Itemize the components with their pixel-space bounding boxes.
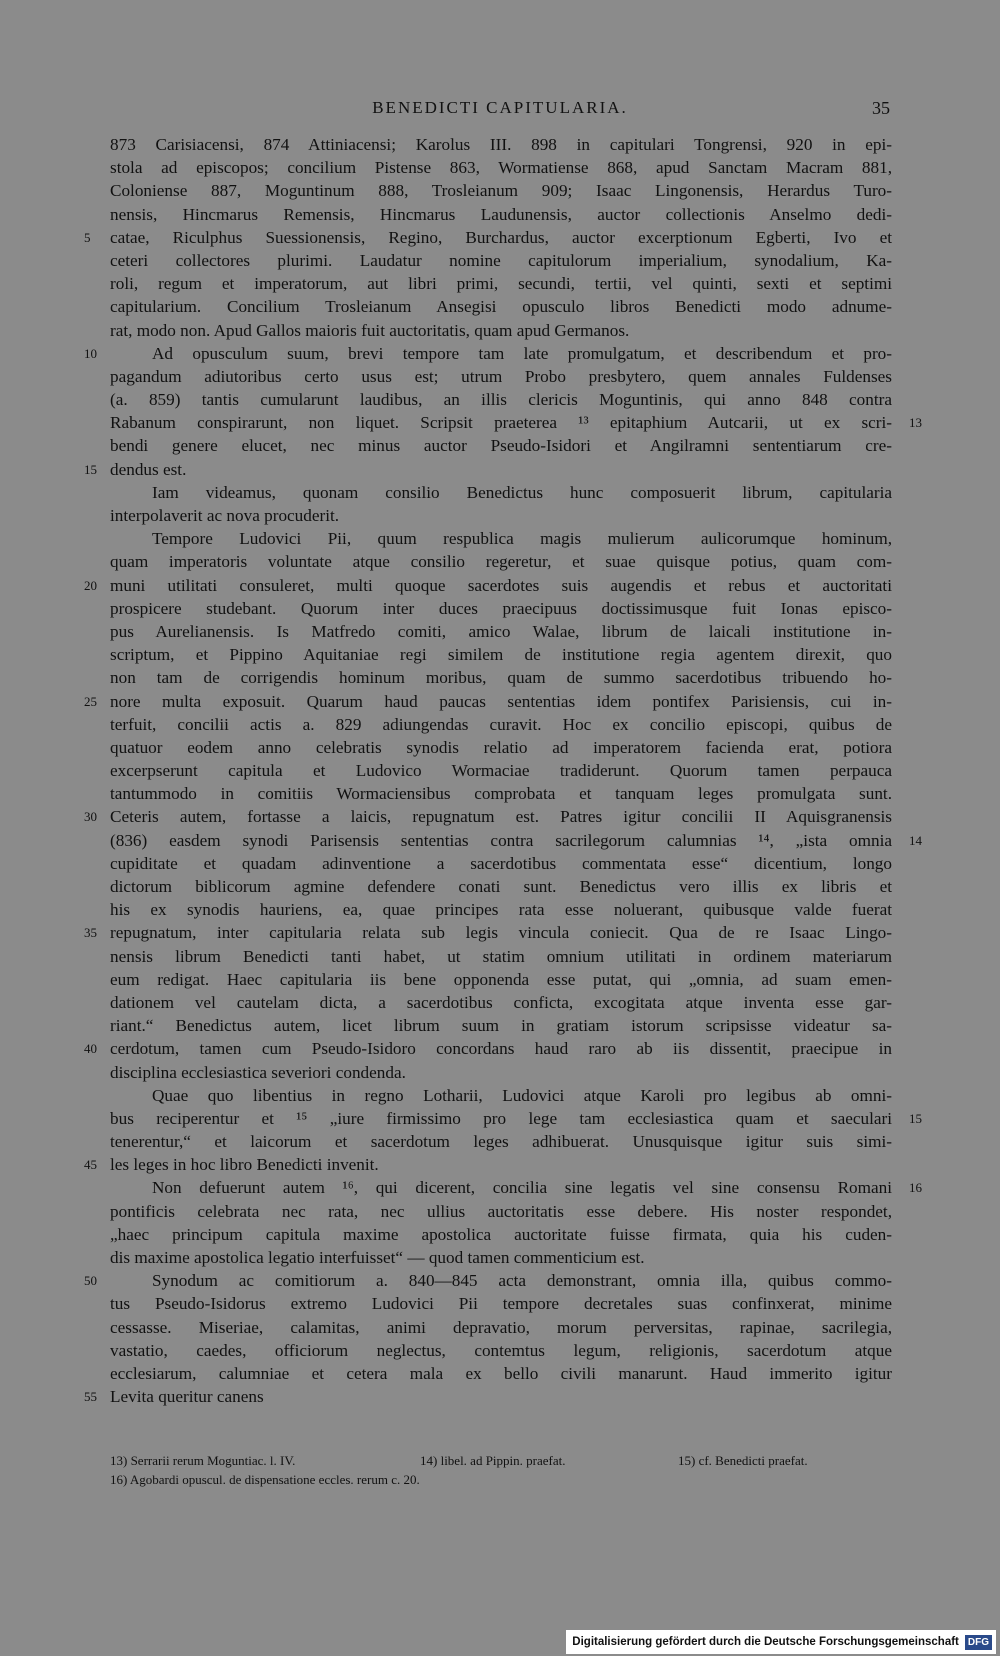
text-line-content: cessasse. Miseriae, calamitas, animi depravatio, morum perversitas, rapinae, sacrilegia,	[110, 1317, 892, 1337]
text-line-content: pus Aurelianensis. Is Matfredo comiti, amico Walae, librum de laicali institutione in-	[110, 621, 892, 641]
text-line-content: (836) easdem synodi Parisensis sententias contra sacrilegorum calumnias ¹⁴, „ista omnia	[110, 830, 892, 850]
text-line-content: Levita queritur canens	[110, 1387, 264, 1407]
text-line	[110, 1176, 922, 1199]
text-line	[110, 829, 922, 852]
text-line-content: Ceteris autem, fortasse a laicis, repugnatum est. Patres igitur concilii II Aquisgranensis	[110, 807, 892, 827]
text-line	[110, 133, 892, 156]
text-line	[110, 1061, 892, 1084]
text-line	[110, 1084, 892, 1107]
text-line-content: Synodum ac comitiorum a. 840—845 acta demonstrant, omnia illa, quibus commo-	[152, 1271, 892, 1291]
margin-note-number: 14	[909, 832, 922, 848]
text-line-content: Iam videamus, quonam consilio Benedictus hunc composuerit librum, capitularia	[152, 482, 892, 502]
text-line-content: Coloniense 887, Moguntinum 888, Trosleianum 909; Isaac Lingonensis, Herardus Turo-	[110, 181, 892, 201]
funding-text: Digitalisierung gefördert durch die Deutsche Forschungsgemeinschaft	[572, 1636, 959, 1648]
text-line	[110, 1223, 892, 1246]
text-line-content: (a. 859) tantis cumularunt laudibus, an illis clericis Moguntinis, qui anno 848 contra	[110, 390, 892, 410]
text-line	[110, 736, 892, 759]
text-line-content: tenerentur,“ et laicorum et sacerdotum leges adhibuerat. Unusquisque igitur suis simi-	[110, 1132, 892, 1152]
line-number: 10	[84, 345, 97, 361]
text-line	[84, 226, 892, 249]
text-line	[110, 666, 892, 689]
text-line	[84, 458, 892, 481]
text-line-content: pontificis celebrata nec rata, nec ullius auctoritatis esse debere. His noster respondet,	[110, 1201, 892, 1221]
text-line-content: Non defuerunt autem ¹⁶, qui dicerent, concilia sine legatis vel sine consensu Romani	[152, 1178, 892, 1198]
footnotes-row-1	[110, 1452, 892, 1470]
text-line	[110, 713, 892, 736]
footnote-13: 13) Serrarii rerum Moguntiac. l. IV.	[110, 1453, 296, 1468]
text-line-content: nensis, Hincmarus Remensis, Hincmarus Laudunensis, auctor collectionis Anselmo dedi-	[110, 204, 892, 224]
text-line-content: stola ad episcopos; concilium Pistense 863, Wormatiense 868, apud Sanctam Macram 881,	[110, 158, 892, 178]
text-line-content: roli, regum et imperatorum, aut libri primi, secundi, tertii, vel quinti, sexti et septimi	[110, 274, 892, 294]
text-line	[110, 852, 892, 875]
text-line	[110, 156, 892, 179]
line-number: 15	[84, 461, 97, 477]
text-line	[110, 388, 892, 411]
text-line-content: prospicere studebant. Quorum inter duces praecipuus doctissimusque fuit Ionas episco-	[110, 598, 892, 618]
text-line	[110, 620, 892, 643]
text-line-content: rat, modo non. Apud Gallos maioris fuit auctoritatis, quam apud Germanos.	[110, 320, 630, 340]
text-line	[110, 504, 892, 527]
text-line-content: bendi genere elucet, nec minus auctor Pseudo-Isidori et Angilramni sententiarum cre-	[110, 436, 892, 456]
text-line	[84, 1269, 892, 1292]
text-line	[110, 875, 892, 898]
text-line-content: Quae quo libentius in regno Lotharii, Ludovici atque Karoli pro legibus ab omni-	[152, 1085, 892, 1105]
text-line	[110, 481, 892, 504]
text-line	[110, 968, 892, 991]
text-line-content: tantummodo in comitiis Wormaciensibus comprobata et tanquam leges promulgata sunt.	[110, 784, 892, 804]
line-number: 30	[84, 809, 97, 825]
text-line	[110, 1362, 892, 1385]
text-line-content: his ex synodis hauriens, ea, quae principes rata esse noluerant, quibusque valde fuerat	[110, 900, 892, 920]
page-number: 35	[872, 98, 890, 118]
text-line-content: ceteri collectores plurimi. Laudatur nomine capitulorum imperialium, synodalium, Ka-	[110, 250, 892, 270]
text-line-content: „haec principum capitula maxime apostolica auctoritate fuisse firmata, quia his cuden-	[110, 1224, 892, 1244]
text-line	[110, 1200, 892, 1223]
line-number: 20	[84, 577, 97, 593]
text-line-content: excerpserunt capitula et Ludovico Wormaciae tradiderunt. Quorum tamen perpauca	[110, 761, 892, 781]
text-line-content: tus Pseudo-Isidorus extremo Ludovici Pii tempore decretales suas confinxerat, minime	[110, 1294, 892, 1314]
line-number: 55	[84, 1389, 97, 1405]
text-line-content: catae, Riculphus Suessionensis, Regino, Burchardus, auctor excerptionum Egberti, Ivo et	[110, 227, 892, 247]
text-line	[84, 1153, 892, 1176]
text-line-content: ecclesiarum, calumniae et cetera mala ex bello civili manarunt. Haud immerito igitur	[110, 1363, 892, 1383]
text-line-content: repugnatum, inter capitularia relata sub legis vincula coniecit. Qua de re Isaac Lingo-	[110, 923, 892, 943]
footnotes-row-2	[110, 1471, 892, 1489]
text-line	[110, 898, 892, 921]
text-line	[110, 411, 922, 434]
text-line-content: non tam de corrigendis hominum moribus, quam de summo sacerdotibus tribuendo ho-	[110, 668, 892, 688]
text-line	[110, 203, 892, 226]
text-line	[110, 1316, 892, 1339]
text-line-content: disciplina ecclesiastica severiori condenda.	[110, 1062, 406, 1082]
line-number: 35	[84, 925, 97, 941]
text-line-content: muni utilitati consuleret, multi quoque sacerdotes suis augendis et rebus et auctoritati	[110, 575, 892, 595]
text-line-content: quatuor eodem anno celebratis synodis relatio ad imperatorem facienda erat, potiora	[110, 737, 892, 757]
text-line	[84, 574, 892, 597]
margin-note-number: 16	[909, 1180, 922, 1196]
text-line	[110, 759, 892, 782]
text-line-content: nensis librum Benedicti tanti habet, ut statim omnium utilitati in ordinem materiarum	[110, 946, 892, 966]
text-line-content: bus reciperentur et ¹⁵ „iure firmissimo pro lege tam ecclesiastica quam et saeculari	[110, 1108, 892, 1128]
text-line-content: Tempore Ludovici Pii, quum respublica magis mulierum aulicorumque hominum,	[152, 529, 892, 549]
text-line	[84, 805, 892, 828]
text-line-content: cupiditate et quadam adinventione a sacerdotibus commentata esse“ dicentium, longo	[110, 853, 892, 873]
text-line-content: interpolaverit ac nova procuderit.	[110, 506, 340, 525]
text-line	[110, 527, 892, 550]
text-line-content: dis maxime apostolica legatio interfuisset“ — quod tamen commenticium est.	[110, 1248, 645, 1267]
text-line-content: scriptum, et Pippino Aquitaniae regi similem de institutione regia agentem direxit, quo	[110, 645, 892, 665]
page-header	[110, 98, 890, 122]
text-line	[110, 272, 892, 295]
text-line	[110, 1246, 892, 1269]
text-line-content: pagandum adiutoribus certo usus est; utrum Probo presbytero, quem annales Fuldenses	[110, 366, 892, 386]
text-line-content: cerdotum, tamen cum Pseudo-Isidoro concordans haud raro ab iis dissentit, praecipue in	[110, 1039, 892, 1059]
text-line	[110, 365, 892, 388]
text-line	[110, 179, 892, 202]
text-line-content: eum redigat. Haec capitularia iis bene opponenda esse putat, qui „omnia, ad suam emen-	[110, 969, 892, 989]
text-line	[84, 690, 892, 713]
text-line-content: 873 Carisiacensi, 874 Attiniacensi; Karolus III. 898 in capitulari Tongrensi, 920 in epi-	[110, 135, 892, 154]
text-line	[110, 782, 892, 805]
text-line	[110, 434, 892, 457]
text-line-content: capitularium. Concilium Trosleianum Ansegisi opusculo libros Benedicti modo adnume-	[110, 297, 892, 317]
funding-banner	[566, 1630, 996, 1654]
text-line	[110, 991, 892, 1014]
text-line	[110, 1292, 892, 1315]
text-line-content: quam imperatoris voluntate atque consilio regeretur, et suae quisque potius, quam com-	[110, 552, 892, 572]
footnote-16: 16) Agobardi opuscul. de dispensatione eccles. rerum c. 20.	[110, 1472, 420, 1487]
footnote-15: 15) cf. Benedicti praefat.	[678, 1453, 808, 1468]
text-line-content: nore multa exposuit. Quarum haud paucas sententias idem pontifex Parisiensis, cui in-	[110, 691, 892, 711]
dfg-logo: DFG	[965, 1635, 992, 1650]
text-line	[110, 319, 892, 342]
margin-note-number: 13	[909, 415, 922, 431]
running-title: BENEDICTI CAPITULARIA.	[372, 98, 628, 117]
line-number: 45	[84, 1157, 97, 1173]
text-line-content: Rabanum conspirarunt, non liquet. Scripsit praeterea ¹³ epitaphium Autcarii, ut ex scri-	[110, 413, 892, 433]
margin-note-number: 15	[909, 1110, 922, 1126]
text-line	[84, 1037, 892, 1060]
footnote-14: 14) libel. ad Pippin. praefat.	[420, 1453, 566, 1468]
line-number: 40	[84, 1041, 97, 1057]
text-line	[84, 921, 892, 944]
text-line	[110, 550, 892, 573]
text-line	[110, 249, 892, 272]
text-line	[110, 1014, 892, 1037]
text-line-content: dictorum biblicorum agmine defendere conati sunt. Benedictus vero illis ex libris et	[110, 877, 892, 896]
text-line	[110, 597, 892, 620]
text-line-content: les leges in hoc libro Benedicti invenit.	[110, 1155, 379, 1175]
text-line-content: dationem vel cautelam dicta, a sacerdotibus conficta, excogitata atque inventa esse gar-	[110, 992, 892, 1012]
line-number: 50	[84, 1273, 97, 1289]
text-line	[110, 945, 892, 968]
text-line	[110, 643, 892, 666]
text-line-content: Ad opusculum suum, brevi tempore tam late promulgatum, et describendum et pro-	[152, 343, 892, 363]
text-line	[110, 1339, 892, 1362]
text-line	[110, 1107, 922, 1130]
text-line-content: vastatio, caedes, officiorum neglectus, contemtus legum, religionis, sacerdotum atque	[110, 1340, 892, 1360]
text-line-content: terfuit, concilii actis a. 829 adiungendas curavit. Hoc ex concilio episcopi, quibus de	[110, 714, 892, 734]
text-line-content: riant.“ Benedictus autem, licet librum suum in gratiam istorum scripsisse videatur sa-	[110, 1016, 892, 1036]
text-line	[84, 1385, 892, 1408]
text-line	[110, 1130, 892, 1153]
line-number: 5	[84, 229, 91, 245]
body-text	[84, 133, 922, 1408]
text-line	[110, 295, 892, 318]
text-line-content: dendus est.	[110, 459, 187, 479]
line-number: 25	[84, 693, 97, 709]
text-line	[84, 342, 892, 365]
